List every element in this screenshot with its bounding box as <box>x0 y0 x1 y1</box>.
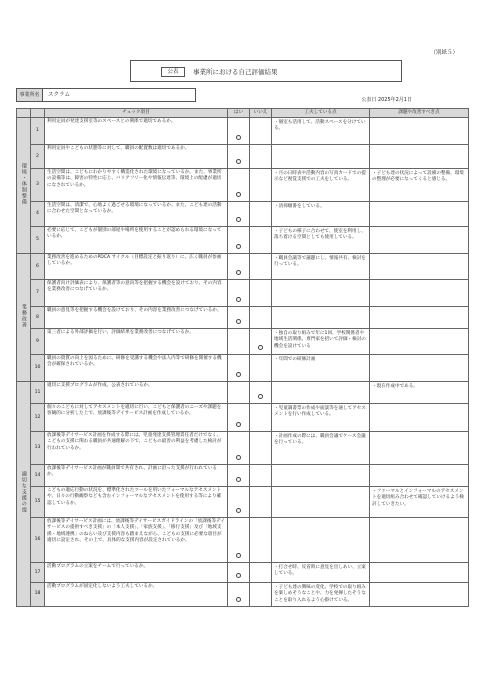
check-item-text: 個々のこどもに対してアセスメントを適切に行い、こどもと保護者のニーズや課題を客観的に分析した上で、放課後等デイサービス計画を作成しているか。 <box>45 404 228 432</box>
yes-circle-mark <box>236 297 241 302</box>
yes-cell <box>228 329 250 355</box>
yes-circle-mark <box>236 270 241 275</box>
issue-cell: ・子ども達の状況によって設備の整備、環境の整理が必要になってくると感じる。 <box>370 169 469 202</box>
no-cell <box>250 355 272 382</box>
table-row <box>17 355 469 382</box>
yes-circle-mark <box>236 508 241 513</box>
header-number <box>31 109 45 118</box>
table-row <box>17 145 469 169</box>
item-number: 11 <box>31 382 45 404</box>
table-row <box>17 404 469 432</box>
public-badge: 公表 <box>161 67 185 77</box>
check-item-text: 活動プログラムの立案をチームで行っているか。 <box>45 563 228 583</box>
evaluation-table <box>16 108 469 607</box>
issue-cell <box>370 145 469 169</box>
issue-cell: ・ファーマルとインフォーマルのアセスメントを適切組み合わせて確認していけるよう検討していきたい。 <box>370 487 469 518</box>
yes-circle-mark <box>236 319 241 324</box>
no-cell <box>250 118 272 145</box>
yes-cell <box>228 382 250 404</box>
issue-cell <box>370 518 469 563</box>
yes-circle-mark <box>236 135 241 140</box>
yes-cell <box>228 145 250 169</box>
header-yes: はい <box>228 109 250 118</box>
effort-cell <box>272 465 370 487</box>
yes-cell <box>228 563 250 583</box>
issue-cell: ・現在作成中である。 <box>370 382 469 404</box>
check-item-text: 職員の資質の向上を図るために、研修を受講する機会や法人内等で研修を開催する機会が確保されているか。 <box>45 355 228 382</box>
item-number: 10 <box>31 355 45 382</box>
effort-cell: ・計画作成の際には、職員会議でケース会議を行っている。 <box>272 432 370 465</box>
check-item-text: こどもの適応行動の状況を、標準化されたツールを用いたフォーマルなアセスメントや、日々の行動観察なども含むインフォーマルなアセスメントを使用する等により確認しているか。 <box>45 487 228 518</box>
table-row <box>17 563 469 583</box>
table-row <box>17 382 469 404</box>
yes-circle-mark <box>236 553 241 558</box>
header-no: いいえ <box>250 109 272 118</box>
item-number: 13 <box>31 432 45 465</box>
effort-cell: ・年間での研修計画 <box>272 355 370 382</box>
check-item-text: 業務改善を進めるためのPDCA サイクル（目標設定と振り返り）に、広く職員が参画しているか。 <box>45 254 228 280</box>
issue-cell <box>370 202 469 227</box>
no-cell <box>250 583 272 607</box>
table-row <box>17 202 469 227</box>
category-cell <box>17 118 31 254</box>
item-number: 12 <box>31 404 45 432</box>
no-cell <box>250 518 272 563</box>
header-category <box>17 109 31 118</box>
item-number: 7 <box>31 280 45 307</box>
effort-cell <box>272 145 370 169</box>
check-item-text: 必要に応じて、こどもが個別の部屋や場所を使用することが認められる環境になっているか。 <box>45 227 228 254</box>
no-cell <box>250 169 272 202</box>
item-number: 5 <box>31 227 45 254</box>
effort-cell: ・月の日時表や活動内容の写真カードでの提示など視覚支援での工夫をしている。 <box>272 169 370 202</box>
no-cell <box>250 227 272 254</box>
check-item-text: 保護者向け評価表により、保護者等の意向等を把握する機会を設けており、その内容を業務改善につなげているか。 <box>45 280 228 307</box>
no-cell <box>250 307 272 329</box>
table-row <box>17 254 469 280</box>
category-cell <box>17 382 31 607</box>
check-item-text: 活動プログラムが固定化しないよう工夫しているか。 <box>45 583 228 607</box>
item-number: 1 <box>31 118 45 145</box>
yes-circle-mark <box>236 477 241 482</box>
effort-cell: ・独自の取り組みで年に1回、学校関係者や地域生活関係、専門家を招いて評価・検討の機会を設けている <box>272 329 370 355</box>
yes-cell <box>228 355 250 382</box>
yes-cell <box>228 118 250 145</box>
header-effort: 工夫している点 <box>272 109 370 118</box>
effort-cell: ・打合せ時、反省時に意見を出しあい、立案している。 <box>272 563 370 583</box>
yes-cell <box>228 487 250 518</box>
check-item-text: 職員の意見等を把握する機会を設けており、その内容を業務改善につなげているか。 <box>45 307 228 329</box>
issue-cell <box>370 307 469 329</box>
check-item-text: 放課後等デイサービス計画が職員間で共有され、計画に沿った支援が行われているか。 <box>45 465 228 487</box>
table-row <box>17 169 469 202</box>
item-number: 6 <box>31 254 45 280</box>
issue-cell <box>370 563 469 583</box>
no-cell <box>250 280 272 307</box>
table-row <box>17 583 469 607</box>
no-cell <box>250 254 272 280</box>
item-number: 18 <box>31 583 45 607</box>
yes-cell <box>228 202 250 227</box>
check-item-text: 放課後等デイサービス計画には、放課後等デイサービスガイドラインの「放課後等デイサービスの提供すべき支援」の「本人支援」、「家族支援」、「移行支援」及び「地域支援・地域連携」のねらい及び支援内容も踏まえながら、こどもの支援に必要な項目が適切に設定され、その上で、具体的な支援内容が設定されているか。 <box>45 518 228 563</box>
table-row <box>17 465 469 487</box>
effort-cell: ・職員会議等で議題にし、情報共有、検討を行っている。 <box>272 254 370 280</box>
no-cell <box>250 465 272 487</box>
category-label: 業務改善 <box>20 304 27 329</box>
check-item-text: 利用定員やこどもの状態等に対して、職員の配置数は適切であるか。 <box>45 145 228 169</box>
item-number: 3 <box>31 169 45 202</box>
yes-circle-mark <box>236 573 241 578</box>
category-label: 適切な支援の提 <box>20 471 27 514</box>
yes-cell <box>228 465 250 487</box>
table-row <box>17 518 469 563</box>
issue-cell <box>370 280 469 307</box>
yes-circle-mark <box>236 244 241 249</box>
category-cell <box>17 254 31 382</box>
check-item-text: 生活空間は、清潔で、心地よく過ごせる環境になっているか。また、こども達の活動に合わせた空間となっているか。 <box>45 202 228 227</box>
annex-label: （別紙５） <box>430 50 458 56</box>
item-number: 15 <box>31 487 45 518</box>
issue-cell <box>370 355 469 382</box>
yes-cell <box>228 404 250 432</box>
item-number: 14 <box>31 465 45 487</box>
table-row <box>17 118 469 145</box>
yes-circle-mark <box>236 422 241 427</box>
yes-circle-mark <box>236 372 241 377</box>
effort-cell <box>272 518 370 563</box>
yes-cell <box>228 169 250 202</box>
no-cell <box>250 382 272 404</box>
office-name-label: 事業所名 <box>17 89 43 101</box>
yes-circle-mark <box>236 597 241 602</box>
check-item-text: 放課後等デイサービス計画を作成する際には、児童発達支援管理責任者だけでなく、こどもの支援に関わる職員が共通理解の下で、こどもの最善の利益を考慮した検討が行われているか。 <box>45 432 228 465</box>
issue-cell <box>370 329 469 355</box>
effort-cell: ・清掃順番をしている。 <box>272 202 370 227</box>
yes-circle-mark <box>236 217 241 222</box>
item-number: 4 <box>31 202 45 227</box>
item-number: 16 <box>31 518 45 563</box>
issue-cell <box>370 227 469 254</box>
no-circle-mark <box>258 394 263 399</box>
issue-cell <box>370 404 469 432</box>
table-row <box>17 227 469 254</box>
issue-cell <box>370 465 469 487</box>
page-title: 事業所における自己評価結果 <box>193 68 278 76</box>
no-cell <box>250 404 272 432</box>
yes-circle-mark <box>236 159 241 164</box>
issue-cell <box>370 254 469 280</box>
yes-cell <box>228 254 250 280</box>
check-item-text: 利用定員が発達支援室等のスペースとの関係で適切であるか。 <box>45 118 228 145</box>
yes-circle-mark <box>236 192 241 197</box>
table-header-row <box>17 109 469 118</box>
no-cell <box>250 145 272 169</box>
no-cell <box>250 202 272 227</box>
no-circle-mark <box>258 345 263 350</box>
check-item-text: 生活空間は、こどもにわかりやすく構造化された環境になっているか。また、事業所の設備等は、障害の特性に応じ、バリアフリー化や情報伝達等、環境上の配慮が適切になされているか。 <box>45 169 228 202</box>
item-number: 9 <box>31 329 45 355</box>
published-date: 公表日 2025年2月1日 <box>361 97 412 103</box>
effort-cell: ・子どもの様子に合わせて、使室を利用し、落ち着ける空間としても使用している。 <box>272 227 370 254</box>
table-row <box>17 307 469 329</box>
effort-cell: ・子ども達の興味の変化、学校での取り組みを楽しめそうなことや、力を発揮したそうなことを取り入れるよう心掛けている。 <box>272 583 370 607</box>
table-row <box>17 280 469 307</box>
title-box <box>130 60 402 82</box>
issue-cell <box>370 432 469 465</box>
table-row <box>17 487 469 518</box>
yes-cell <box>228 227 250 254</box>
issue-cell <box>370 118 469 145</box>
effort-cell <box>272 280 370 307</box>
table-row <box>17 329 469 355</box>
header-issue: 課題や改善すべき点 <box>370 109 469 118</box>
category-label: 環境・体制整備 <box>20 163 27 206</box>
table-row <box>17 432 469 465</box>
office-name-value: スクラム <box>48 92 70 98</box>
check-item-text: 適切に支援プログラムが作成、公表されているか。 <box>45 382 228 404</box>
yes-circle-mark <box>236 455 241 460</box>
item-number: 2 <box>31 145 45 169</box>
check-item-text: 第三者による外部評価を行い、評価結果を業務改善につなげているか。 <box>45 329 228 355</box>
no-cell <box>250 432 272 465</box>
no-cell <box>250 563 272 583</box>
office-name-box <box>16 88 196 102</box>
yes-cell <box>228 518 250 563</box>
effort-cell <box>272 307 370 329</box>
header-check-item: チェック項目 <box>45 109 228 118</box>
effort-cell <box>272 487 370 518</box>
no-cell <box>250 329 272 355</box>
effort-cell: ・個室も活用して、活動スペースを分けている。 <box>272 118 370 145</box>
issue-cell <box>370 583 469 607</box>
yes-cell <box>228 583 250 607</box>
item-number: 8 <box>31 307 45 329</box>
effort-cell <box>272 382 370 404</box>
yes-cell <box>228 280 250 307</box>
no-cell <box>250 487 272 518</box>
effort-cell: ・児童調書票の作成や面談等を通してアセスメントを行い作成している。 <box>272 404 370 432</box>
item-number: 17 <box>31 563 45 583</box>
yes-cell <box>228 432 250 465</box>
yes-cell <box>228 307 250 329</box>
